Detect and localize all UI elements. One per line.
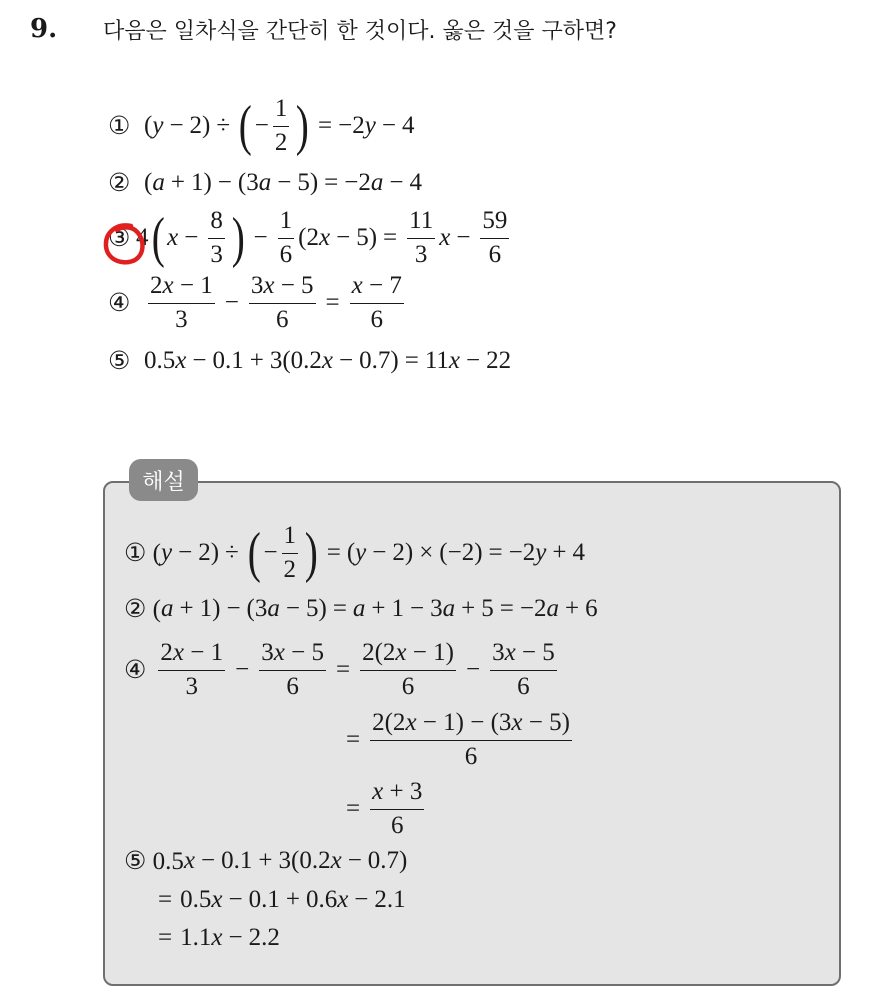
- solution-line-5: = $\frac{x + 3}{6}$: [346, 778, 423, 839]
- choice-2-marker: ②: [108, 170, 131, 197]
- choice-4-marker: ④: [108, 290, 131, 318]
- choice-5-marker: ⑤: [108, 348, 131, 375]
- solution-tag: 해설: [129, 459, 198, 501]
- question-text: 다음은 일차식을 간단히 한 것이다. 옳은 것을 구하면?: [103, 19, 617, 44]
- choice-1-marker: ①: [108, 113, 131, 141]
- choice-1[interactable]: ① ( y − 2) ÷ ( − $\frac{1}{2}$ ) = −2 y − 4: [108, 95, 415, 158]
- solution-line-4: = $\frac{2(2x - 1) - (3x - 5)}{6}$: [346, 709, 570, 770]
- choice-3[interactable]: ③ 4 ( x − $\frac{8}{3}$ ) − $\frac{1}{6}$ (2 x − 5) = $\frac{11}{3}$ x − $\frac{59}{6}$: [108, 207, 508, 270]
- solution-line-2: ② ( a + 1) − (3 a − 5) = a + 1 − 3 a + 5 = −2 a + 6: [124, 595, 598, 623]
- choice-2[interactable]: ② ( a + 1) − (3 a − 5) = −2 a − 4: [108, 169, 422, 197]
- solution-line-8: = 1.1 x − 2.2: [158, 924, 280, 951]
- solution-line-6: ⑤ 0.5 x − 0.1 + 3(0.2 x − 0.7): [124, 847, 408, 875]
- solution-line-1: ① ( y − 2) ÷ ( − $\frac{1}{2}$ ) = ( y − 2) × (−2) = −2 y + 4: [124, 522, 585, 585]
- choice-5[interactable]: ⑤ 0.5 x − 0.1 + 3(0.2 x − 0.7) = 11 x − 22: [108, 347, 512, 375]
- solution-line-3: ④ $\frac{2x - 1}{3}$ − $\frac{3x - 5}{6}$ = $\frac{2(2x - 1)}{6}$ − $\frac{3x - 5}{6}$: [124, 639, 555, 700]
- answer-circle-mark: [101, 220, 151, 268]
- choice-3-marker: ③: [108, 225, 131, 253]
- solution-line-7: = 0.5 x − 0.1 + 0.6 x − 2.1: [158, 886, 406, 913]
- question-number: 9.: [30, 14, 58, 44]
- choice-4[interactable]: ④ $\frac{2x - 1}{3}$ − $\frac{3x - 5}{6}$ = $\frac{x - 7}{6}$: [108, 272, 402, 333]
